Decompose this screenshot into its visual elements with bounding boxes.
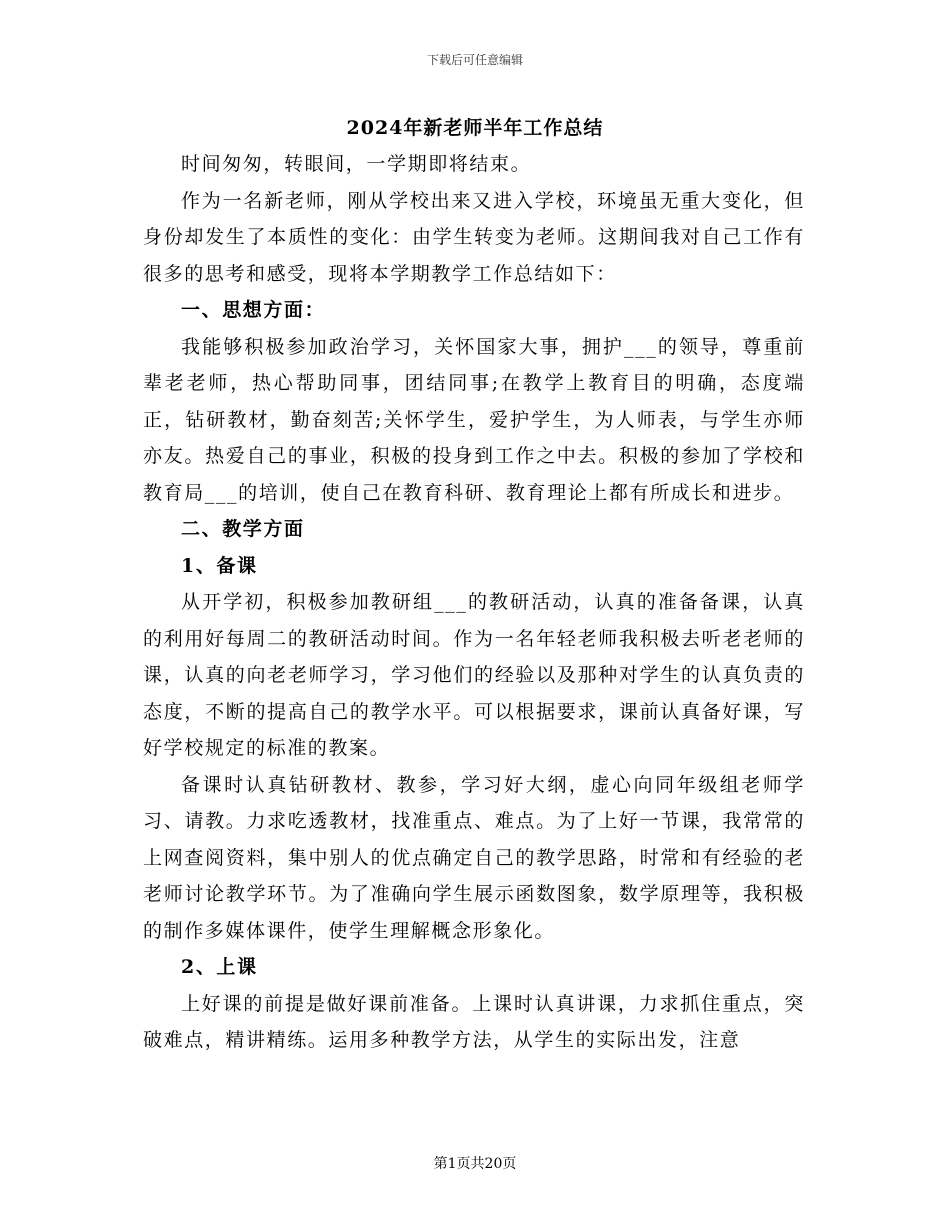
paragraph: 上好课的前提是做好课前准备。上课时认真讲课，力求抓住重点，突破难点，精讲精练。运用多种教学方法，从学生的实际出发，注意 <box>143 992 805 1051</box>
paragraph: 备课时认真钻研教材、教参，学习好大纲，虚心向同年级组老师学习、请教。力求吃透教材，找准重点、难点。为了上好一节课，我常常的上网查阅资料，集中别人的优点确定自己的教学思路，时常和有经验的老老师讨论教学环节。为了准确向学生展示函数图象，数学原理等，我积极的制作多媒体课件，使学生理解概念形象化。 <box>143 773 805 942</box>
paragraph: 作为一名新老师，刚从学校出来又进入学校，环境虽无重大变化，但身份却发生了本质性的变化：由学生转变为老师。这期间我对自己工作有很多的思考和感受，现将本学期教学工作总结如下： <box>143 189 805 285</box>
document-title: 2024年新老师半年工作总结 <box>346 117 604 139</box>
section-heading: 一、思想方面： <box>181 299 326 321</box>
download-note: 下载后可任意编辑 <box>426 53 523 67</box>
section-heading: 二、教学方面 <box>181 518 305 540</box>
paragraph: 从开学初，积极参加教研组___的教研活动，认真的准备备课，认真的利用好每周二的教研活动时间。作为一名年轻老师我积极去听老老师的课，认真的向老老师学习，学习他们的经验以及那种对学生的认真负责的态度，不断的提高自己的教学水平。可以根据要求，课前认真备好课，写好学校规定的标准的教案。 <box>143 591 805 759</box>
document-body <box>143 146 805 1059</box>
subsection-heading: 1、备课 <box>181 554 258 577</box>
page-number: 第1页共20页 <box>433 1156 517 1172</box>
subsection-heading: 2、上课 <box>181 956 258 978</box>
paragraph: 我能够积极参加政治学习，关怀国家大事，拥护___的领导，尊重前辈老老师，热心帮助同事，团结同事;在教学上教育目的明确，态度端正，钻研教材，勤奋刻苦;关怀学生，爱护学生，为人师表，与学生亦师亦友。热爱自己的事业，积极的投身到工作之中去。积极的参加了学校和教育局___的培训，使自己在教育科研、教育理论上都有所成长和进步。 <box>143 335 805 504</box>
paragraph: 时间匆匆，转眼间，一学期即将结束。 <box>181 153 532 175</box>
